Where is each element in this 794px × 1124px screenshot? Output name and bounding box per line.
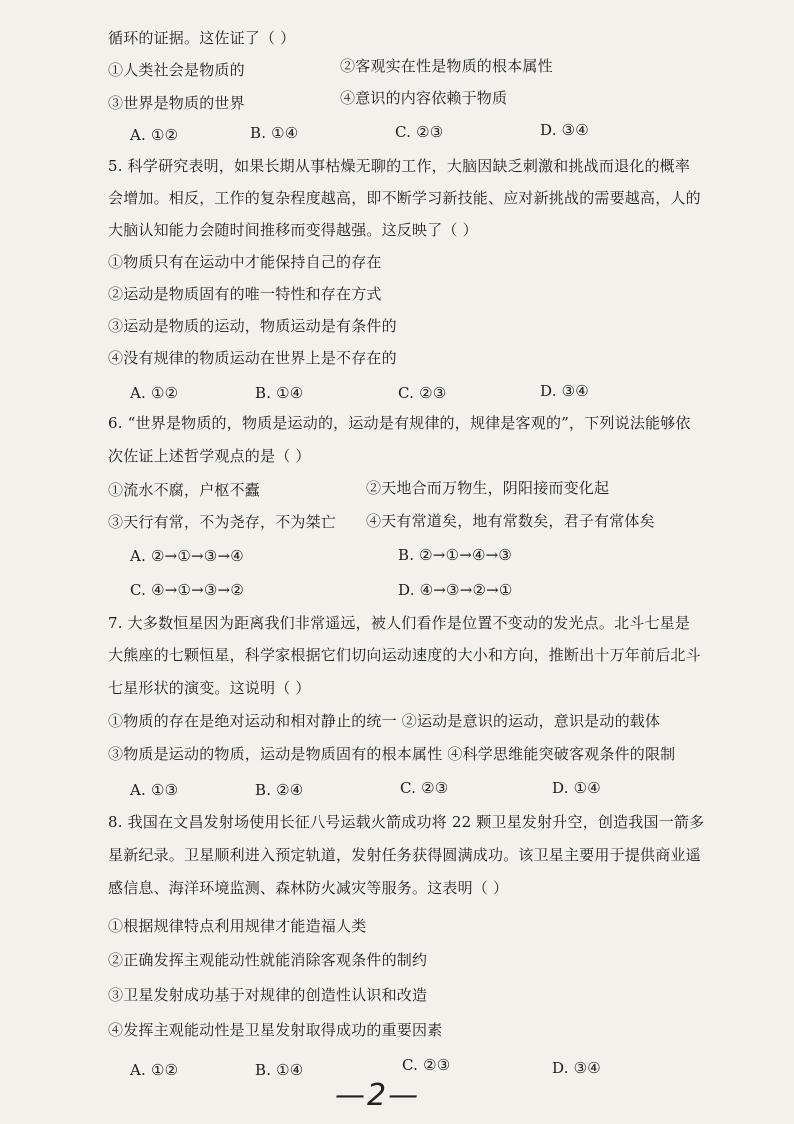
text-line: A. ②→①→③→④ xyxy=(130,547,244,565)
text-line: ③运动是物质的运动，物质运动是有条件的 xyxy=(108,317,397,335)
text-line: D. ①④ xyxy=(552,779,601,797)
text-line: A. ①② xyxy=(130,1061,179,1079)
text-line: ③卫星发射成功基于对规律的创造性认识和改造 xyxy=(108,986,428,1004)
text-line: 会增加。相反，工作的复杂程度越高，即不断学习新技能、应对新挑战的需要越高，人的 xyxy=(108,189,701,207)
text-line: C. ②③ xyxy=(400,779,449,797)
text-line: A. ①② xyxy=(130,126,179,144)
text-line: C. ②③ xyxy=(402,1056,451,1074)
text-line: B. ①④ xyxy=(250,124,299,142)
text-line: B. ②→①→④→③ xyxy=(398,546,513,564)
text-line: 大熊座的七颗恒星，科学家根据它们切向运动速度的大小和方向，推断出十万年前后北斗 xyxy=(108,646,701,664)
text-line: 循环的证据。这佐证了（ ） xyxy=(108,29,296,47)
text-line: ④意识的内容依赖于物质 xyxy=(340,89,508,107)
text-line: ②运动是物质固有的唯一特性和存在方式 xyxy=(108,285,382,303)
text-line: ③世界是物质的世界 xyxy=(108,94,245,112)
text-line: ②天地合而万物生，阴阳接而变化起 xyxy=(366,479,610,497)
text-line: ②客观实在性是物质的根本属性 xyxy=(340,57,553,75)
text-line: A. ①② xyxy=(130,384,179,402)
text-line: ②正确发挥主观能动性就能消除客观条件的制约 xyxy=(108,951,428,969)
text-line: 星新纪录。卫星顺利进入预定轨道，发射任务获得圆满成功。该卫星主要用于提供商业遥 xyxy=(108,846,701,864)
text-line: 次佐证上述哲学观点的是（ ） xyxy=(108,447,311,465)
text-line: ④没有规律的物质运动在世界上是不存在的 xyxy=(108,349,397,367)
text-line: ④天有常道矣，地有常数矣，君子有常体矣 xyxy=(366,512,655,530)
text-line: ①物质的存在是绝对运动和相对静止的统一 ②运动是意识的运动，意识是动的载体 xyxy=(108,712,661,730)
text-line: 七星形状的演变。这说明（ ） xyxy=(108,679,311,697)
text-line: D. ③④ xyxy=(540,121,589,139)
text-line: D. ③④ xyxy=(552,1059,601,1077)
text-line: 7. 大多数恒星因为距离我们非常遥远，被人们看作是位置不变动的发光点。北斗七星是 xyxy=(108,614,691,632)
text-line: A. ①③ xyxy=(130,781,179,799)
text-line: 8. 我国在文昌发射场使用长征八号运载火箭成功将 22 颗卫星发射升空，创造我国一箭多 xyxy=(108,813,705,831)
text-line: ④发挥主观能动性是卫星发射取得成功的重要因素 xyxy=(108,1021,443,1039)
page-number: —2— xyxy=(335,1078,421,1113)
text-line: ①人类社会是物质的 xyxy=(108,61,245,79)
text-line: C. ④→①→③→② xyxy=(130,581,244,599)
text-line: C. ②③ xyxy=(395,123,444,141)
text-line: B. ②④ xyxy=(255,781,304,799)
text-line: 感信息、海洋环境监测、森林防火减灾等服务。这表明（ ） xyxy=(108,879,509,897)
text-line: ①物质只有在运动中才能保持自己的存在 xyxy=(108,253,382,271)
text-line: ①流水不腐，户枢不蠹 xyxy=(108,481,261,499)
text-line: D. ③④ xyxy=(540,382,589,400)
text-line: ③天行有常，不为尧存，不为桀亡 xyxy=(108,513,337,531)
text-line: ③物质是运动的物质，运动是物质固有的根本属性 ④科学思维能突破客观条件的限制 xyxy=(108,745,676,763)
text-line: 大脑认知能力会随时间推移而变得越强。这反映了（ ） xyxy=(108,221,478,239)
text-line: 5. 科学研究表明，如果长期从事枯燥无聊的工作，大脑因缺乏刺激和挑战而退化的概率 xyxy=(108,157,691,175)
text-line: ①根据规律特点利用规律才能造福人类 xyxy=(108,917,367,935)
text-line: C. ②③ xyxy=(398,384,447,402)
text-line: D. ④→③→②→① xyxy=(398,581,513,599)
text-line: B. ①④ xyxy=(255,1061,304,1079)
text-line: 6. “世界是物质的，物质是运动的，运动是有规律的，规律是客观的”，下列说法能够依 xyxy=(108,414,691,432)
text-line: B. ①④ xyxy=(255,384,304,402)
